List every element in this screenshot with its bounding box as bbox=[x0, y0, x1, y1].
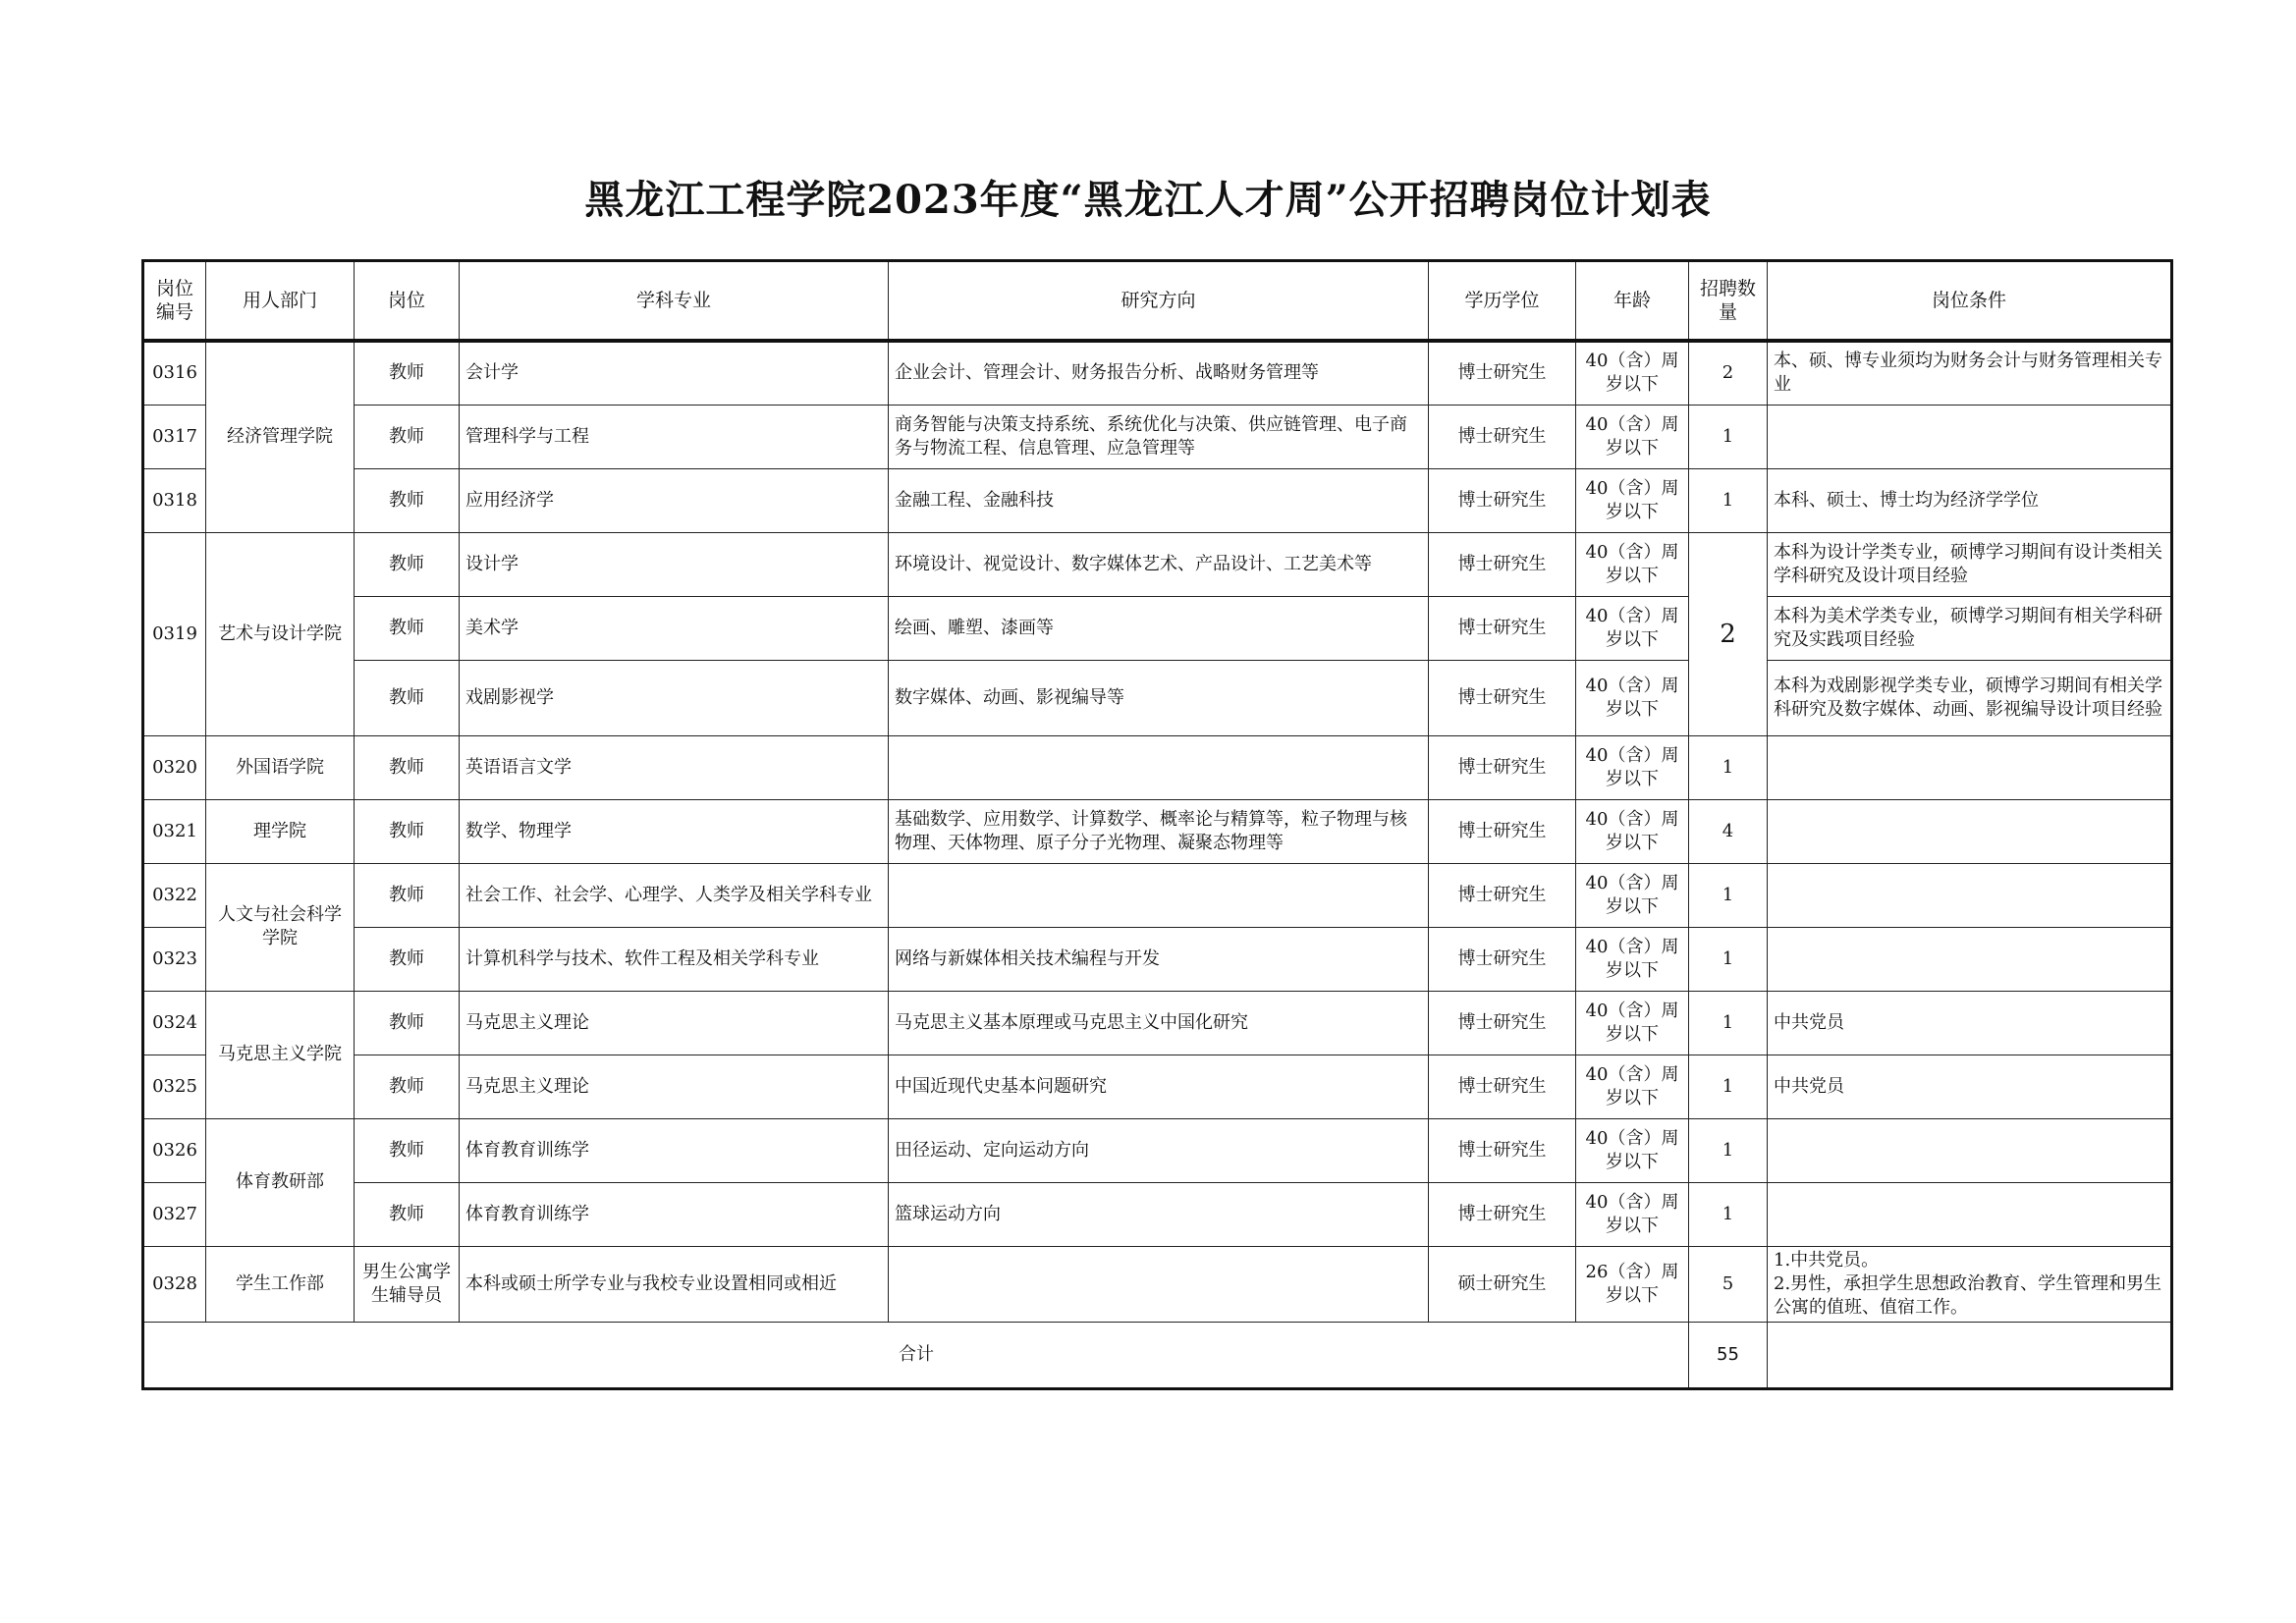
header-cell: 岗位条件 bbox=[1768, 261, 2172, 342]
degree-cell: 博士研究生 bbox=[1429, 991, 1576, 1055]
age-cell: 40（含）周岁以下 bbox=[1576, 1182, 1689, 1246]
dept-cell: 体育教研部 bbox=[206, 1118, 355, 1246]
position-cell: 教师 bbox=[355, 1055, 460, 1118]
major-cell: 戏剧影视学 bbox=[460, 660, 889, 735]
total-empty-cell bbox=[1768, 1322, 2172, 1388]
degree-cell: 博士研究生 bbox=[1429, 863, 1576, 927]
count-cell: 1 bbox=[1689, 1118, 1768, 1182]
condition-cell bbox=[1768, 799, 2172, 863]
direction-cell: 绘画、雕塑、漆画等 bbox=[889, 596, 1429, 660]
position-cell: 教师 bbox=[355, 927, 460, 991]
direction-cell: 中国近现代史基本问题研究 bbox=[889, 1055, 1429, 1118]
condition-cell bbox=[1768, 735, 2172, 799]
header-cell: 学科专业 bbox=[460, 261, 889, 342]
table-row bbox=[143, 1182, 2172, 1246]
post-id-cell: 0324 bbox=[143, 991, 206, 1055]
direction-cell: 篮球运动方向 bbox=[889, 1182, 1429, 1246]
header-cell: 用人部门 bbox=[206, 261, 355, 342]
age-cell: 40（含）周岁以下 bbox=[1576, 927, 1689, 991]
condition-cell: 本科为戏剧影视学类专业，硕博学习期间有相关学科研究及数字媒体、动画、影视编导设计项目经验 bbox=[1768, 660, 2172, 735]
major-cell: 应用经济学 bbox=[460, 468, 889, 532]
direction-cell: 企业会计、管理会计、财务报告分析、战略财务管理等 bbox=[889, 341, 1429, 405]
condition-cell: 本、硕、博专业须均为财务会计与财务管理相关专业 bbox=[1768, 341, 2172, 405]
direction-cell bbox=[889, 735, 1429, 799]
dept-cell: 艺术与设计学院 bbox=[206, 532, 355, 735]
degree-cell: 博士研究生 bbox=[1429, 405, 1576, 468]
age-cell: 40（含）周岁以下 bbox=[1576, 863, 1689, 927]
total-row bbox=[143, 1322, 2172, 1388]
position-cell: 教师 bbox=[355, 405, 460, 468]
major-cell: 体育教育训练学 bbox=[460, 1182, 889, 1246]
direction-cell bbox=[889, 1246, 1429, 1322]
degree-cell: 博士研究生 bbox=[1429, 1118, 1576, 1182]
count-cell: 1 bbox=[1689, 468, 1768, 532]
total-label: 合计 bbox=[143, 1322, 1689, 1388]
direction-cell bbox=[889, 863, 1429, 927]
condition-cell bbox=[1768, 1182, 2172, 1246]
table-row bbox=[143, 1055, 2172, 1118]
condition-cell bbox=[1768, 863, 2172, 927]
post-id-cell: 0325 bbox=[143, 1055, 206, 1118]
position-cell: 教师 bbox=[355, 863, 460, 927]
position-cell: 教师 bbox=[355, 596, 460, 660]
count-cell: 1 bbox=[1689, 1182, 1768, 1246]
major-cell: 马克思主义理论 bbox=[460, 1055, 889, 1118]
direction-cell: 网络与新媒体相关技术编程与开发 bbox=[889, 927, 1429, 991]
recruitment-table bbox=[141, 259, 2173, 1390]
dept-cell: 经济管理学院 bbox=[206, 341, 355, 532]
condition-cell: 本科为设计学类专业，硕博学习期间有设计类相关学科研究及设计项目经验 bbox=[1768, 532, 2172, 596]
degree-cell: 硕士研究生 bbox=[1429, 1246, 1576, 1322]
position-cell: 教师 bbox=[355, 1182, 460, 1246]
header-cell: 研究方向 bbox=[889, 261, 1429, 342]
table-row bbox=[143, 863, 2172, 927]
condition-cell: 中共党员 bbox=[1768, 991, 2172, 1055]
degree-cell: 博士研究生 bbox=[1429, 468, 1576, 532]
page-title: 黑龙江工程学院2023年度“黑龙江人才周”公开招聘岗位计划表 bbox=[584, 177, 1712, 223]
position-cell: 教师 bbox=[355, 468, 460, 532]
major-cell: 美术学 bbox=[460, 596, 889, 660]
condition-cell bbox=[1768, 1246, 2172, 1322]
dept-cell: 马克思主义学院 bbox=[206, 991, 355, 1118]
position-cell: 教师 bbox=[355, 1118, 460, 1182]
direction-cell: 环境设计、视觉设计、数字媒体艺术、产品设计、工艺美术等 bbox=[889, 532, 1429, 596]
age-cell: 26（含）周岁以下 bbox=[1576, 1246, 1689, 1322]
condition-cell bbox=[1768, 1118, 2172, 1182]
post-id-cell: 0316 bbox=[143, 341, 206, 405]
count-cell: 1 bbox=[1689, 991, 1768, 1055]
table-row bbox=[143, 1118, 2172, 1182]
age-cell: 40（含）周岁以下 bbox=[1576, 1055, 1689, 1118]
age-cell: 40（含）周岁以下 bbox=[1576, 341, 1689, 405]
post-id-cell: 0318 bbox=[143, 468, 206, 532]
dept-cell: 学生工作部 bbox=[206, 1246, 355, 1322]
condition-cell: 中共党员 bbox=[1768, 1055, 2172, 1118]
post-id-cell: 0321 bbox=[143, 799, 206, 863]
count-cell: 2 bbox=[1689, 532, 1768, 735]
position-cell: 教师 bbox=[355, 799, 460, 863]
condition-cell bbox=[1768, 405, 2172, 468]
major-cell: 体育教育训练学 bbox=[460, 1118, 889, 1182]
count-cell: 1 bbox=[1689, 927, 1768, 991]
position-cell: 教师 bbox=[355, 735, 460, 799]
major-cell: 社会工作、社会学、心理学、人类学及相关学科专业 bbox=[460, 863, 889, 927]
degree-cell: 博士研究生 bbox=[1429, 341, 1576, 405]
post-id-cell: 0322 bbox=[143, 863, 206, 927]
degree-cell: 博士研究生 bbox=[1429, 532, 1576, 596]
total-value: 55 bbox=[1689, 1322, 1768, 1388]
major-cell: 英语语言文学 bbox=[460, 735, 889, 799]
condition-cell: 本科为美术学类专业，硕博学习期间有相关学科研究及实践项目经验 bbox=[1768, 596, 2172, 660]
age-cell: 40（含）周岁以下 bbox=[1576, 799, 1689, 863]
direction-cell: 基础数学、应用数学、计算数学、概率论与精算等，粒子物理与核物理、天体物理、原子分子光物理、凝聚态物理等 bbox=[889, 799, 1429, 863]
age-cell: 40（含）周岁以下 bbox=[1576, 532, 1689, 596]
position-cell: 教师 bbox=[355, 991, 460, 1055]
dept-cell: 外国语学院 bbox=[206, 735, 355, 799]
table-row bbox=[143, 799, 2172, 863]
age-cell: 40（含）周岁以下 bbox=[1576, 660, 1689, 735]
major-cell: 计算机科学与技术、软件工程及相关学科专业 bbox=[460, 927, 889, 991]
header-cell: 学历学位 bbox=[1429, 261, 1576, 342]
header-row bbox=[143, 261, 2172, 342]
major-cell: 数学、物理学 bbox=[460, 799, 889, 863]
position-cell: 教师 bbox=[355, 532, 460, 596]
count-cell: 5 bbox=[1689, 1246, 1768, 1322]
table-row bbox=[143, 1246, 2172, 1322]
table-row bbox=[143, 927, 2172, 991]
count-cell: 4 bbox=[1689, 799, 1768, 863]
post-id-cell: 0328 bbox=[143, 1246, 206, 1322]
direction-cell: 数字媒体、动画、影视编导等 bbox=[889, 660, 1429, 735]
direction-cell: 金融工程、金融科技 bbox=[889, 468, 1429, 532]
post-id-cell: 0323 bbox=[143, 927, 206, 991]
direction-cell: 马克思主义基本原理或马克思主义中国化研究 bbox=[889, 991, 1429, 1055]
major-cell: 本科或硕士所学专业与我校专业设置相同或相近 bbox=[460, 1246, 889, 1322]
direction-cell: 商务智能与决策支持系统、系统优化与决策、供应链管理、电子商务与物流工程、信息管理、应急管理等 bbox=[889, 405, 1429, 468]
table-row bbox=[143, 596, 2172, 660]
count-cell: 1 bbox=[1689, 735, 1768, 799]
header-cell: 年龄 bbox=[1576, 261, 1689, 342]
count-cell: 1 bbox=[1689, 1055, 1768, 1118]
count-cell: 1 bbox=[1689, 405, 1768, 468]
degree-cell: 博士研究生 bbox=[1429, 596, 1576, 660]
table-row bbox=[143, 468, 2172, 532]
condition-cell bbox=[1768, 927, 2172, 991]
major-cell: 管理科学与工程 bbox=[460, 405, 889, 468]
age-cell: 40（含）周岁以下 bbox=[1576, 405, 1689, 468]
age-cell: 40（含）周岁以下 bbox=[1576, 468, 1689, 532]
table-row bbox=[143, 405, 2172, 468]
table-row bbox=[143, 532, 2172, 596]
degree-cell: 博士研究生 bbox=[1429, 660, 1576, 735]
post-id-cell: 0319 bbox=[143, 532, 206, 735]
post-id-cell: 0327 bbox=[143, 1182, 206, 1246]
degree-cell: 博士研究生 bbox=[1429, 799, 1576, 863]
table-row bbox=[143, 660, 2172, 735]
header-cell: 招聘数量 bbox=[1689, 261, 1768, 342]
major-cell: 会计学 bbox=[460, 341, 889, 405]
table-row bbox=[143, 341, 2172, 405]
age-cell: 40（含）周岁以下 bbox=[1576, 1118, 1689, 1182]
position-cell: 教师 bbox=[355, 341, 460, 405]
condition-line: 2.男性，承担学生思想政治教育、学生管理和男生公寓的值班、值宿工作。 bbox=[1774, 1272, 2162, 1318]
post-id-cell: 0320 bbox=[143, 735, 206, 799]
major-cell: 设计学 bbox=[460, 532, 889, 596]
age-cell: 40（含）周岁以下 bbox=[1576, 991, 1689, 1055]
age-cell: 40（含）周岁以下 bbox=[1576, 596, 1689, 660]
post-id-cell: 0317 bbox=[143, 405, 206, 468]
count-cell: 1 bbox=[1689, 863, 1768, 927]
dept-cell: 理学院 bbox=[206, 799, 355, 863]
count-cell: 2 bbox=[1689, 341, 1768, 405]
table-row bbox=[143, 991, 2172, 1055]
degree-cell: 博士研究生 bbox=[1429, 735, 1576, 799]
degree-cell: 博士研究生 bbox=[1429, 927, 1576, 991]
condition-line: 1.中共党员。 bbox=[1774, 1249, 1880, 1271]
age-cell: 40（含）周岁以下 bbox=[1576, 735, 1689, 799]
dept-cell: 人文与社会科学学院 bbox=[206, 863, 355, 991]
major-cell: 马克思主义理论 bbox=[460, 991, 889, 1055]
condition-cell: 本科、硕士、博士均为经济学学位 bbox=[1768, 468, 2172, 532]
position-cell: 男生公寓学生辅导员 bbox=[355, 1246, 460, 1322]
post-id-cell: 0326 bbox=[143, 1118, 206, 1182]
degree-cell: 博士研究生 bbox=[1429, 1182, 1576, 1246]
position-cell: 教师 bbox=[355, 660, 460, 735]
table-row bbox=[143, 735, 2172, 799]
header-cell: 岗位编号 bbox=[143, 261, 206, 342]
degree-cell: 博士研究生 bbox=[1429, 1055, 1576, 1118]
direction-cell: 田径运动、定向运动方向 bbox=[889, 1118, 1429, 1182]
header-cell: 岗位 bbox=[355, 261, 460, 342]
